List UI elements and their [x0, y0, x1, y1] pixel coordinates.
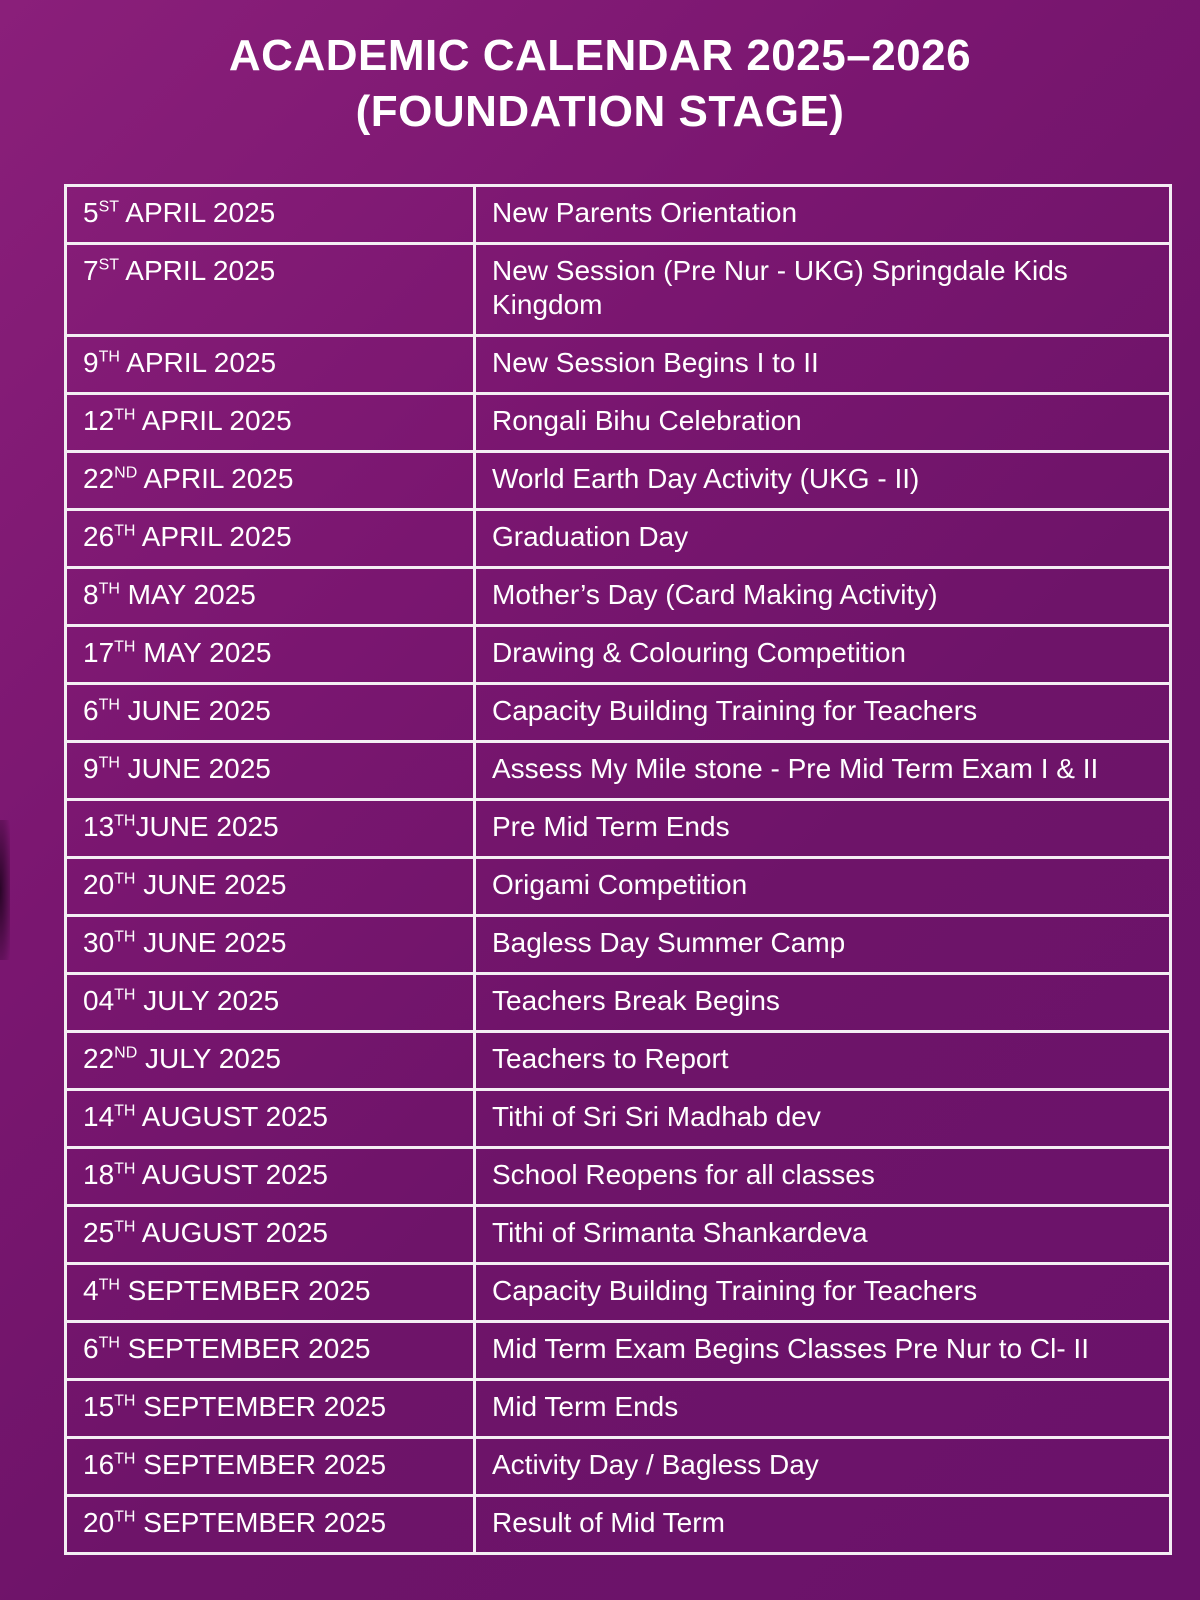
date-month-year: APRIL 2025: [119, 347, 277, 378]
table-row: [66, 626, 1171, 684]
date-day: 20: [83, 1507, 115, 1538]
event-cell: New Session Begins I to II: [475, 336, 1171, 394]
event-cell: Tithi of Sri Sri Madhab dev: [475, 1090, 1171, 1148]
date-day: 20: [83, 869, 115, 900]
date-day: 9: [83, 347, 99, 378]
date-cell: [66, 684, 475, 742]
table-row: [66, 244, 1171, 336]
event-cell: World Earth Day Activity (UKG - II): [475, 452, 1171, 510]
event-cell: Mid Term Exam Begins Classes Pre Nur to Cl- II: [475, 1322, 1171, 1380]
date-month-year: JULY 2025: [135, 985, 280, 1016]
calendar-body: [66, 186, 1171, 1554]
title-line-1: ACADEMIC CALENDAR 2025–2026: [228, 31, 972, 80]
date-cell: [66, 858, 475, 916]
date-suffix: ND: [114, 464, 138, 482]
date-day: 12: [83, 405, 115, 436]
date-month-year: APRIL 2025: [135, 521, 292, 552]
event-cell: Teachers to Report: [475, 1032, 1171, 1090]
date-cell: [66, 916, 475, 974]
table-row: [66, 684, 1171, 742]
table-row: [66, 336, 1171, 394]
event-cell: Result of Mid Term: [475, 1496, 1171, 1554]
table-row: [66, 1032, 1171, 1090]
date-day: 18: [83, 1159, 115, 1190]
date-day: 22: [83, 1043, 115, 1074]
date-cell: [66, 1206, 475, 1264]
date-day: 04: [83, 985, 115, 1016]
date-cell: [66, 1148, 475, 1206]
date-suffix: TH: [114, 928, 136, 946]
event-cell: Assess My Mile stone - Pre Mid Term Exam I & II: [475, 742, 1171, 800]
date-suffix: TH: [114, 638, 136, 656]
date-month-year: SEPTEMBER 2025: [119, 1333, 371, 1364]
event-cell: Teachers Break Begins: [475, 974, 1171, 1032]
date-cell: [66, 244, 475, 336]
date-month-year: JUNE 2025: [135, 811, 279, 842]
date-cell: [66, 626, 475, 684]
event-cell: Graduation Day: [475, 510, 1171, 568]
table-row: [66, 1206, 1171, 1264]
date-month-year: AUGUST 2025: [135, 1217, 328, 1248]
table-row: [66, 858, 1171, 916]
table-row: [66, 394, 1171, 452]
date-suffix: TH: [114, 986, 136, 1004]
date-suffix: TH: [114, 1508, 136, 1526]
date-day: 13: [83, 811, 115, 842]
date-month-year: SEPTEMBER 2025: [119, 1275, 371, 1306]
page-edge-shadow: [0, 820, 10, 960]
page-title: [0, 28, 1200, 140]
date-suffix: TH: [114, 522, 136, 540]
event-cell: Mid Term Ends: [475, 1380, 1171, 1438]
date-month-year: APRIL 2025: [135, 405, 292, 436]
date-month-year: JUNE 2025: [119, 695, 271, 726]
date-cell: [66, 336, 475, 394]
calendar-table: [64, 184, 1172, 1555]
event-cell: Bagless Day Summer Camp: [475, 916, 1171, 974]
event-cell: Tithi of Srimanta Shankardeva: [475, 1206, 1171, 1264]
date-suffix: TH: [114, 870, 136, 888]
date-month-year: JUNE 2025: [135, 869, 287, 900]
date-cell: [66, 974, 475, 1032]
date-month-year: SEPTEMBER 2025: [135, 1449, 387, 1480]
date-suffix: ND: [114, 1044, 138, 1062]
date-suffix: TH: [98, 1334, 120, 1352]
date-suffix: TH: [114, 1450, 136, 1468]
date-day: 9: [83, 753, 99, 784]
date-cell: [66, 1090, 475, 1148]
date-suffix: TH: [98, 1276, 120, 1294]
title-line-2: (FOUNDATION STAGE): [355, 87, 845, 136]
date-day: 22: [83, 463, 115, 494]
table-row: [66, 916, 1171, 974]
event-cell: Drawing & Colouring Competition: [475, 626, 1171, 684]
event-cell: Capacity Building Training for Teachers: [475, 684, 1171, 742]
date-day: 7: [83, 255, 99, 286]
date-day: 30: [83, 927, 115, 958]
event-cell: Rongali Bihu Celebration: [475, 394, 1171, 452]
date-cell: [66, 1380, 475, 1438]
event-cell: Origami Competition: [475, 858, 1171, 916]
date-day: 16: [83, 1449, 115, 1480]
date-month-year: AUGUST 2025: [135, 1101, 328, 1132]
date-month-year: APRIL 2025: [119, 197, 276, 228]
table-row: [66, 800, 1171, 858]
date-day: 26: [83, 521, 115, 552]
date-day: 17: [83, 637, 115, 668]
date-cell: [66, 1438, 475, 1496]
date-month-year: AUGUST 2025: [135, 1159, 328, 1190]
table-row: [66, 186, 1171, 244]
date-cell: [66, 1496, 475, 1554]
date-day: 25: [83, 1217, 115, 1248]
date-suffix: TH: [114, 812, 136, 830]
date-suffix: TH: [114, 1392, 136, 1410]
date-cell: [66, 1032, 475, 1090]
table-row: [66, 1438, 1171, 1496]
date-suffix: TH: [114, 1102, 136, 1120]
date-suffix: TH: [98, 696, 120, 714]
date-month-year: APRIL 2025: [137, 463, 294, 494]
date-month-year: JUNE 2025: [119, 753, 271, 784]
event-cell: Capacity Building Training for Teachers: [475, 1264, 1171, 1322]
table-row: [66, 1264, 1171, 1322]
date-cell: [66, 510, 475, 568]
event-cell: School Reopens for all classes: [475, 1148, 1171, 1206]
date-month-year: SEPTEMBER 2025: [135, 1507, 387, 1538]
date-day: 5: [83, 197, 99, 228]
date-month-year: JUNE 2025: [135, 927, 287, 958]
table-row: [66, 568, 1171, 626]
date-month-year: MAY 2025: [135, 637, 272, 668]
date-cell: [66, 1322, 475, 1380]
date-cell: [66, 742, 475, 800]
event-cell: Pre Mid Term Ends: [475, 800, 1171, 858]
table-row: [66, 974, 1171, 1032]
date-day: 8: [83, 579, 99, 610]
date-day: 6: [83, 695, 99, 726]
table-row: [66, 510, 1171, 568]
date-month-year: APRIL 2025: [119, 255, 276, 286]
table-row: [66, 452, 1171, 510]
date-suffix: ST: [98, 198, 120, 216]
date-cell: [66, 186, 475, 244]
date-day: 6: [83, 1333, 99, 1364]
event-cell: New Parents Orientation: [475, 186, 1171, 244]
date-cell: [66, 452, 475, 510]
table-row: [66, 1380, 1171, 1438]
table-row: [66, 1148, 1171, 1206]
table-row: [66, 1496, 1171, 1554]
date-suffix: TH: [114, 406, 136, 424]
date-suffix: TH: [98, 580, 120, 598]
event-cell: Activity Day / Bagless Day: [475, 1438, 1171, 1496]
date-suffix: TH: [98, 348, 120, 366]
date-month-year: SEPTEMBER 2025: [135, 1391, 387, 1422]
date-month-year: JULY 2025: [137, 1043, 281, 1074]
event-cell: Mother’s Day (Card Making Activity): [475, 568, 1171, 626]
table-row: [66, 1322, 1171, 1380]
date-suffix: TH: [114, 1218, 136, 1236]
date-cell: [66, 800, 475, 858]
date-suffix: ST: [98, 256, 120, 274]
date-cell: [66, 1264, 475, 1322]
table-row: [66, 1090, 1171, 1148]
date-suffix: TH: [98, 754, 120, 772]
event-cell: New Session (Pre Nur - UKG) Springdale Kids Kingdom: [475, 244, 1171, 336]
date-day: 14: [83, 1101, 115, 1132]
table-row: [66, 742, 1171, 800]
date-cell: [66, 394, 475, 452]
date-suffix: TH: [114, 1160, 136, 1178]
date-month-year: MAY 2025: [119, 579, 256, 610]
date-day: 4: [83, 1275, 99, 1306]
date-cell: [66, 568, 475, 626]
date-day: 15: [83, 1391, 115, 1422]
